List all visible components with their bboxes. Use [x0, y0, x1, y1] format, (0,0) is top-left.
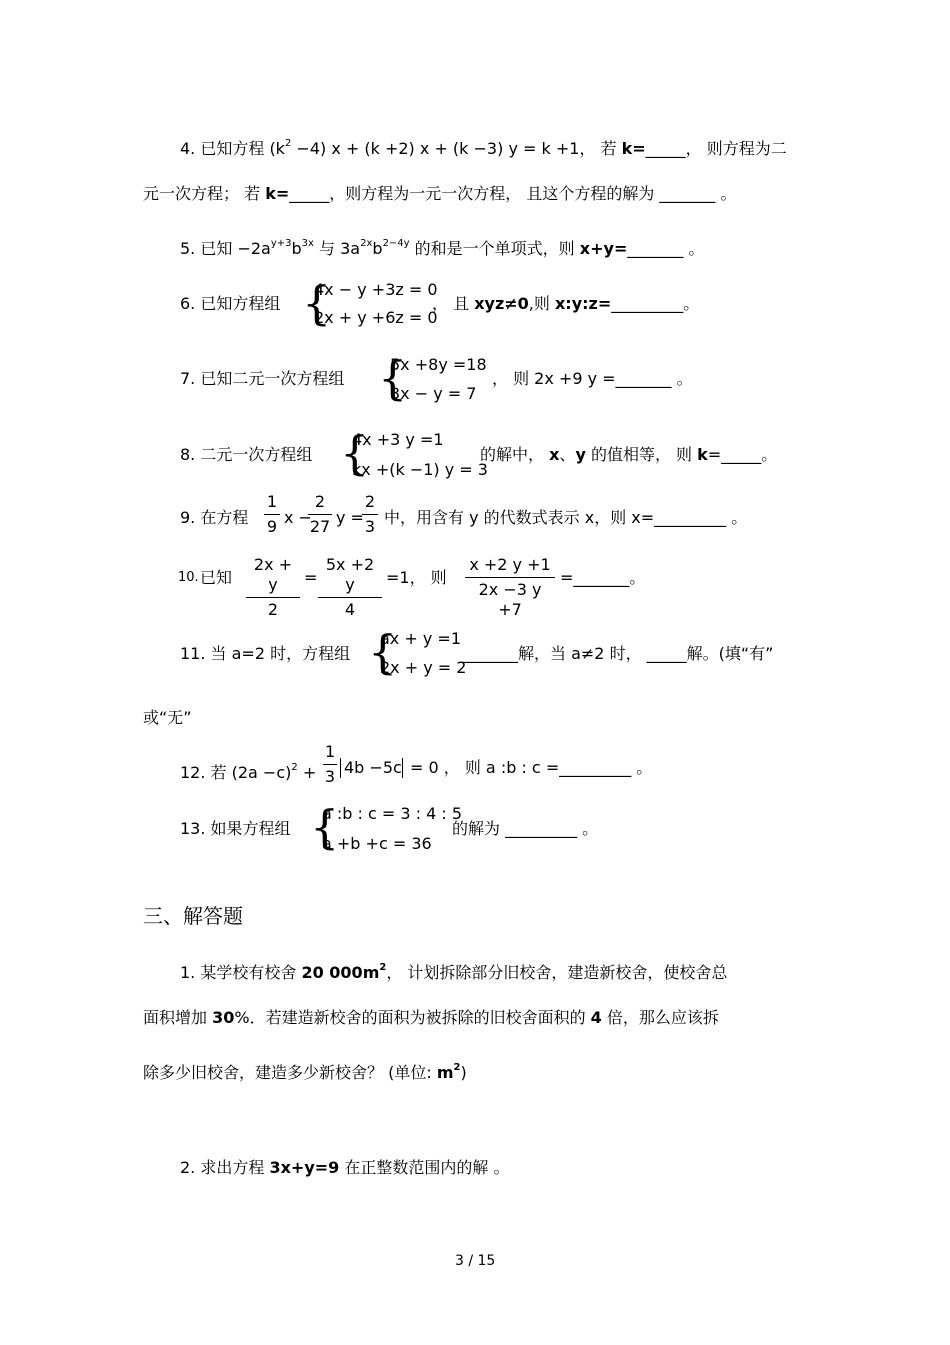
q4-k-bold-1: k= [621, 139, 646, 158]
a2-text-1: 2. 求出方程 [180, 1158, 270, 1177]
q13-eq2: a +b +c = 36 [322, 834, 432, 853]
q10-frac-1-den: 2 [267, 600, 279, 619]
q8-bold-k: k [697, 445, 708, 464]
q8-text-3: 的值相等， 则 [585, 445, 698, 464]
q10-equals: = [304, 568, 318, 587]
q9-frac-3-den: 3 [364, 517, 376, 536]
q12-frac-num: 1 [323, 742, 337, 765]
a2-bold-equation: 3x+y=9 [269, 1158, 340, 1177]
q10-number: 10. [178, 570, 199, 585]
q10-frac-1-num: 2x + y [246, 555, 300, 598]
q4-text-2: −4) x + (k +2) x + (k −3) y = k +1， 若 [291, 139, 622, 158]
q10-tail: =_______。 [560, 568, 646, 587]
q8-tail [480, 445, 777, 465]
q9-frac-2 [308, 492, 332, 537]
q5-exp-3: 2x [360, 238, 373, 249]
q12-abs-bar-left [340, 758, 341, 778]
q9-frac-1-den: 9 [266, 517, 278, 536]
a1-bold-percent: 30 [212, 1008, 235, 1027]
q13-eq1: a :b : c = 3 : 4 : 5 [322, 804, 463, 823]
q5-text-1: 5. 已知 −2a [180, 239, 271, 258]
q5-text-2: b [291, 239, 302, 258]
q6-tail [432, 294, 699, 314]
a1-text-5: 倍，那么应该拆 [601, 1008, 719, 1027]
section-heading: 三、解答题 [143, 904, 243, 928]
q6-eq2: 2x + y +6z = 0 [314, 308, 438, 327]
q7-label: 7. 已知二元一次方程组 [180, 369, 345, 388]
q4-line1 [180, 134, 787, 159]
a1-bold-times: 4 [590, 1008, 602, 1027]
q5-exp-1: y+3 [270, 238, 292, 249]
q12-exponent: 2 [291, 762, 298, 773]
a1-area-exponent: 2 [379, 962, 387, 973]
q8-brace: { [340, 426, 370, 480]
q10-frac-2-den: 4 [344, 600, 356, 619]
q4-text-5: _____，则方程为一元一次方程， 且这个方程的解为 _______ 。 [289, 184, 737, 203]
q10-frac-2 [318, 555, 382, 620]
a1-text-1: 1. 某学校有校舍 [180, 963, 302, 982]
q12-plus: + [297, 763, 317, 782]
q5-exp-2: 3x [301, 238, 314, 249]
q12-abs-content: 4b −5c [344, 758, 402, 777]
q8-text-4: =_____。 [707, 445, 778, 464]
q11-tail: _______解，当 a≠2 时， _____解。(填“有” [462, 644, 774, 663]
q13-tail: 的解为 _________ 。 [452, 819, 599, 838]
q9-mid-2: y = [336, 508, 364, 527]
a1-line1 [180, 958, 727, 983]
q5-text-4: b [372, 239, 383, 258]
q8-bold-y: y [575, 445, 586, 464]
q5-text-5: 的和是一个单项式，则 [409, 239, 580, 258]
q7-tail: ， 则 2x +9 y =_______ 。 [492, 369, 693, 388]
q4-text-1: 4. 已知方程 (k [180, 139, 285, 158]
a1-text-4: %．若建造新校舍的面积为被拆除的旧校舍面积的 [234, 1008, 591, 1027]
a1-bold-area: 20 000m [301, 963, 380, 982]
q8-eq2: kx +(k −1) y = 3 [352, 460, 488, 479]
q9-frac-2-den: 27 [309, 517, 331, 536]
q6-label: 6. 已知方程组 [180, 294, 281, 313]
q11-label: 11. 当 a=2 时，方程组 [180, 644, 351, 663]
q12-frac-den: 3 [324, 767, 336, 786]
q9-frac-1 [264, 492, 280, 537]
q4-text-4: 元一次方程； 若 [143, 184, 266, 203]
q12-abs-bar-right [402, 758, 403, 778]
q9-mid-1: x − [284, 508, 312, 527]
a1-unit-exponent: 2 [453, 1062, 461, 1073]
q5-line [180, 234, 704, 259]
q11-eq1: ax + y =1 [380, 629, 461, 648]
q11-line2: 或“无” [143, 708, 192, 727]
q10-frac-1 [246, 555, 300, 620]
q6-eq1: 4x − y +3z = 0 [314, 280, 438, 299]
q9-frac-3 [362, 492, 378, 537]
q5-bold-expr: x+y= [579, 239, 628, 258]
q10-frac-3-num: x +2 y +1 [465, 555, 555, 578]
q10-frac-3 [465, 555, 555, 620]
a2-line [180, 1158, 509, 1178]
q7-eq1: 5x +8y =18 [390, 355, 487, 374]
q4-line2 [143, 184, 737, 204]
q7-eq2: 3x − y = 7 [390, 384, 477, 403]
q13-label: 13. 如果方程组 [180, 819, 291, 838]
q4-exponent: 2 [284, 138, 292, 149]
q11-brace: { [368, 625, 398, 679]
q10-mid: =1， 则 [386, 568, 447, 587]
q8-label: 8. 二元一次方程组 [180, 445, 313, 464]
q12-frac [323, 742, 337, 787]
q10-frac-3-den: 2x −3 y +7 [478, 580, 542, 619]
a2-text-2: 在正整数范围内的解 。 [339, 1158, 510, 1177]
q6-bold-2: x:y:z= [554, 294, 612, 313]
q8-bold-x: x [549, 445, 560, 464]
q4-text-3: _____， 则方程为二 [645, 139, 787, 158]
q8-text-1: 的解中， [480, 445, 550, 464]
q10-label: 已知 [200, 568, 233, 587]
a1-text-7: ) [460, 1063, 467, 1082]
page-number: 3 / 15 [455, 1253, 496, 1269]
a1-text-3: 面积增加 [143, 1008, 213, 1027]
q5-text-3: 与 3a [313, 239, 361, 258]
q6-text-2: ,则 [528, 294, 555, 313]
q5-text-6: _______ 。 [627, 239, 705, 258]
q4-k-bold-2: k= [265, 184, 290, 203]
q13-brace: { [310, 800, 340, 854]
a1-line3 [143, 1058, 467, 1083]
a1-unit: m [436, 1063, 454, 1082]
a1-line2 [143, 1008, 719, 1028]
q11-eq2: 2x + y = 2 [380, 658, 467, 677]
q7-brace: { [378, 351, 408, 405]
a1-text-2: ， 计划拆除部分旧校舍，建造新校舍，使校舍总 [386, 963, 728, 982]
q12-text-1: 12. 若 (2a −c) [180, 763, 292, 782]
q6-bold-1: xyz≠0 [474, 294, 529, 313]
q8-eq1: 4x +3 y =1 [352, 430, 444, 449]
q10-frac-2-num: 5x +2 y [318, 555, 382, 598]
q6-text-3: _________。 [611, 294, 700, 313]
q9-frac-1-num: 1 [264, 492, 280, 515]
q9-label: 9. 在方程 [180, 508, 249, 527]
q9-tail: 中，用含有 y 的代数式表示 x，则 x=_________ 。 [384, 508, 748, 527]
a1-text-6: 除多少旧校舍，建造多少新校舍？ (单位: [143, 1063, 437, 1082]
q9-frac-3-num: 2 [362, 492, 378, 515]
q5-exp-4: 2−4y [382, 238, 410, 249]
q8-text-2: 、 [559, 445, 576, 464]
q12-start [180, 758, 316, 783]
q9-frac-2-num: 2 [308, 492, 332, 515]
q12-tail: = 0 ， 则 a :b : c =_________ 。 [410, 758, 653, 777]
q6-brace: { [302, 276, 332, 330]
q6-text-1: ， 且 [432, 294, 475, 313]
